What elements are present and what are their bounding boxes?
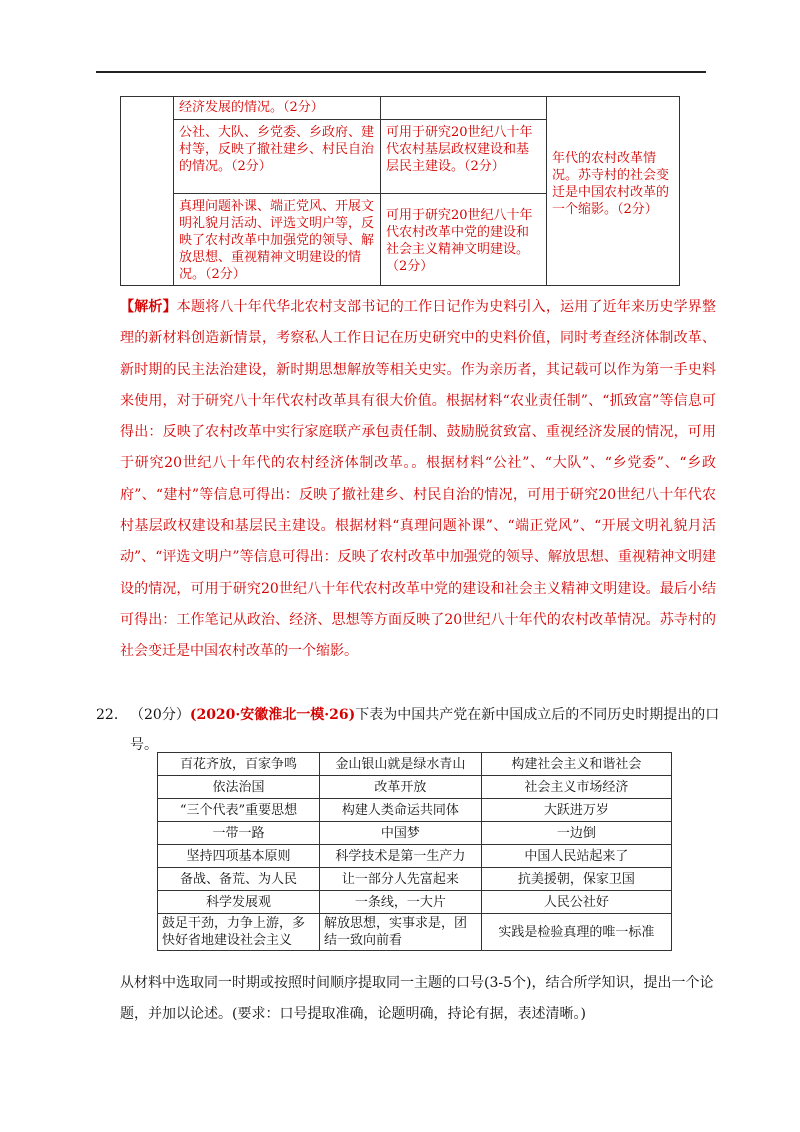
slogan-row [158,753,672,776]
slogan-cell: 实践是检验真理的唯一标准 [481,914,671,951]
slogan-cell: 让一部分人先富起来 [319,868,481,891]
slogan-row [158,914,672,951]
answer-cell-row2-col2: 公社、大队、乡党委、乡政府、建村等，反映了撤社建乡、村民自治的情况。（2分） [179,125,375,174]
slogan-cell: 解放思想，实事求是，团结一致向前看 [319,914,481,951]
analysis-text: 本题将八十年代华北农村支部书记的工作日记作为史料引入，运用了近年来历史学界整理的新材料创造新情景，考察私人工作日记在历史研究中的史料价值，同时考查经济体制改革、新时期的民主法治建设，新时期思想解放等相关史实。作为亲历者，其记载可以作为第一手史料来使用，对于研究八十年代农村改革具有很大价值。根据材料“农业责任制”、“抓致富”等信息可得出：反映了农村改革中实行家庭联产承包责任制、鼓励脱贫致富、重视经济发展的情况，可用于研究20世纪八十年代的农村经济体制改革。。根据材料“公社”、“大队”、“乡党委”、“乡政府”、“建村”等信息可得出：反映了撤社建乡、村民自治的情况，可用于研究20世纪八十年代农村基层政权建设和基层民主建设。根据材料“真理问题补课”、“端正党风”、“开展文明礼貌月活动”、“评选文明户”等信息可得出：反映了农村改革中加强党的领导、解放思想、重视精神文明建设的情况，可用于研究20世纪八十年代农村改革中党的建设和社会主义精神文明建设。最后小结可得出：工作笔记从政治、经济、思想等方面反映了20世纪八十年代的农村改革情况。苏寺村的社会变迁是中国农村改革的一个缩影。 [120,299,716,660]
slogan-cell: 人民公社好 [481,891,671,914]
analysis-paragraph [120,292,716,668]
slogan-cell: 依法治国 [158,776,320,799]
slogan-table [157,752,672,951]
answer-cell-merged-col4: 年代的农村改革情况。苏寺村的社会变迁是中国农村改革的一个缩影。（2分） [552,151,670,217]
answer-cell-row2-col3: 可用于研究20世纪八十年代农村基层政权建设和基层民主建设。（2分） [386,125,533,174]
slogan-cell: 社会主义市场经济 [481,776,671,799]
header-rule [96,71,706,73]
slogan-cell: 百花齐放，百家争鸣 [158,753,320,776]
question-instruction: 从材料中选取同一时期或按照时间顺序提取同一主题的口号(3-5个)，结合所学知识，提出一个论题，并加以论述。(要求：口号提取准确，论题明确，持论有据，表述清晰。) [120,975,714,1022]
slogan-row [158,845,672,868]
question-number: 22． [96,707,128,723]
slogan-cell: 鼓足干劲，力争上游，多快好省地建设社会主义 [158,914,320,951]
question-source: (2020·安徽淮北一模·26) [189,707,356,723]
slogan-cell: 一条线，一大片 [319,891,481,914]
question-stem: 下表为中国共产党在新中国成立后的不同历史时期提出的口 [355,707,720,723]
slogan-cell: 中国人民站起来了 [481,845,671,868]
slogan-cell: 构建社会主义和谐社会 [481,753,671,776]
slogan-row [158,822,672,845]
slogan-row [158,799,672,822]
slogan-cell: 大跃进万岁 [481,799,671,822]
slogan-cell: 一带一路 [158,822,320,845]
slogan-cell: 构建人类命运共同体 [319,799,481,822]
slogan-cell: 改革开放 [319,776,481,799]
question-stem-cont: 号。 [130,737,158,753]
slogan-cell: 金山银山就是绿水青山 [319,753,481,776]
slogan-cell: 抗美援朝，保家卫国 [481,868,671,891]
slogan-cell: 科学发展观 [158,891,320,914]
slogan-cell: 中国梦 [319,822,481,845]
question-score: （20分） [130,707,190,723]
slogan-row [158,776,672,799]
slogan-cell: 科学技术是第一生产力 [319,845,481,868]
analysis-tag: 【解析】 [120,299,177,315]
answer-table [120,96,680,286]
answer-cell-row1-col2: 经济发展的情况。（2分） [179,100,324,115]
answer-cell-row3-col3: 可用于研究20世纪八十年代农村改革中党的建设和社会主义精神文明建设。（2分） [386,208,533,274]
answer-cell-row3-col2: 真理问题补课、端正党风、开展文明礼貌月活动、评选文明户等，反映了农村改革中加强党的领导、解放思想、重视精神文明建设的情况。（2分） [179,199,375,282]
slogan-cell: “三个代表”重要思想 [158,799,320,822]
slogan-cell: 备战、备荒、为人民 [158,868,320,891]
slogan-row [158,868,672,891]
slogan-row [158,891,672,914]
slogan-cell: 坚持四项基本原则 [158,845,320,868]
slogan-cell: 一边倒 [481,822,671,845]
